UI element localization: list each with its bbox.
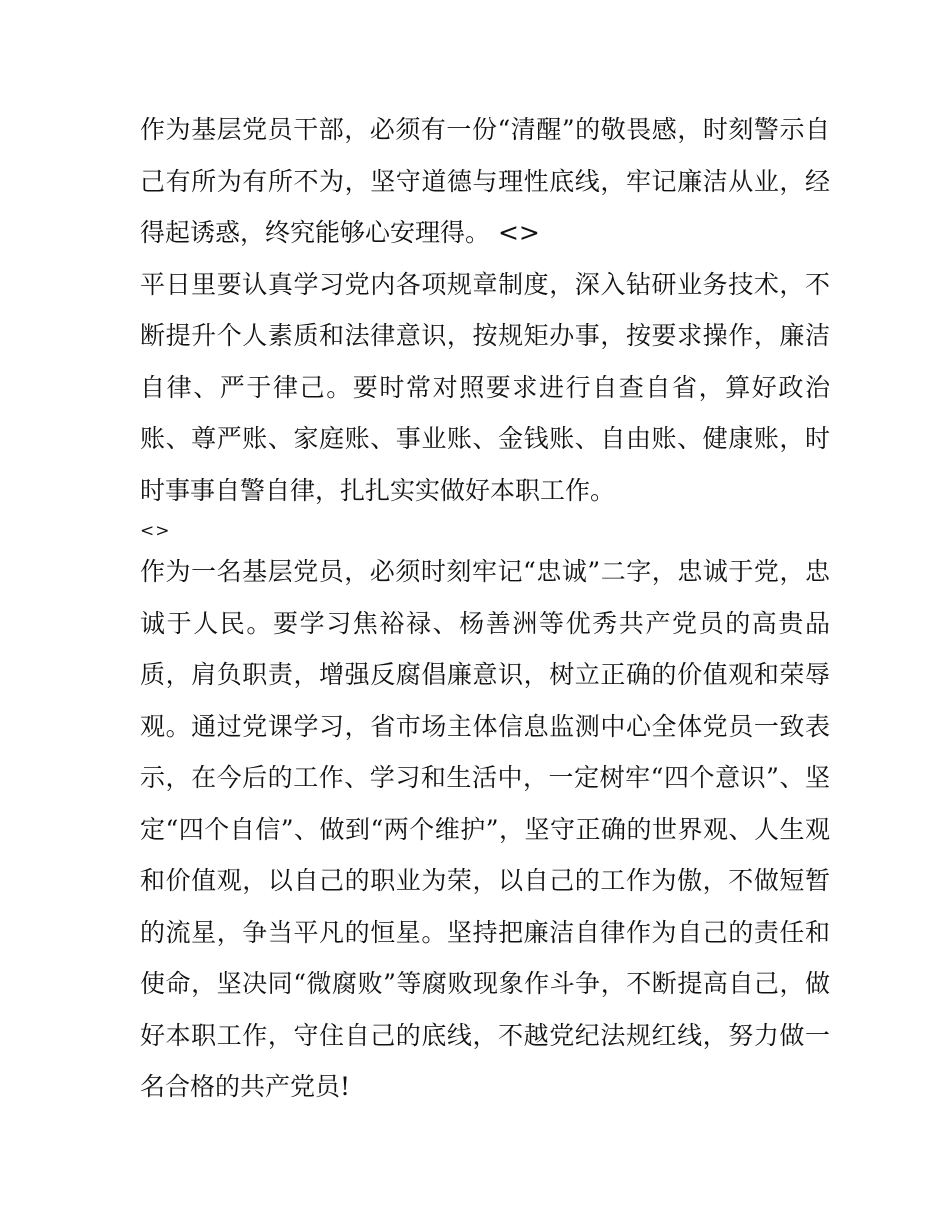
paragraph-2: 平日里要认真学习党内各项规章制度，深入钻研业务技术，不断提升个人素质和法律意识，按规矩办事，按要求操作，廉洁自律、严于律己。要时常对照要求进行自查自省，算好政治账、尊严账、家庭账、事业账、金钱账、自由账、健康账，时时事事自警自律，扎扎实实做好本职工作。 [140,269,830,505]
paragraph-1: 作为基层党员干部，必须有一份“清醒”的敬畏感，时刻警示自己有所为有所不为，坚守道德与理性底线，牢记廉洁从业，经得起诱惑，终究能够心安理得。 <> [140,115,830,247]
paragraph-3: 作为一名基层党员，必须时刻牢记“忠诚”二字，忠诚于党，忠诚于人民。要学习焦裕禄、杨善洲等优秀共产党员的高贵品质，肩负职责，增强反腐倡廉意识，树立正确的价值观和荣辱观。通过党课学习，省市场主体信息监测中心全体党员一致表示，在今后的工作、学习和生活中，一定树牢“四个意识”、坚定“四个自信”、做到“两个维护”，坚守正确的世界观、人生观和价值观，以自己的职业为荣，以自己的工作为傲，不做短暂的流星，争当平凡的恒星。坚持把廉洁自律作为自己的责任和使命，坚决同“微腐败”等腐败现象作斗争，不断提高自己，做好本职工作，守住自己的底线，不越党纪法规红线，努力做一名合格的共产党员! [140,557,830,1101]
separator-marker: <> [140,521,171,541]
body-text [140,104,830,1113]
